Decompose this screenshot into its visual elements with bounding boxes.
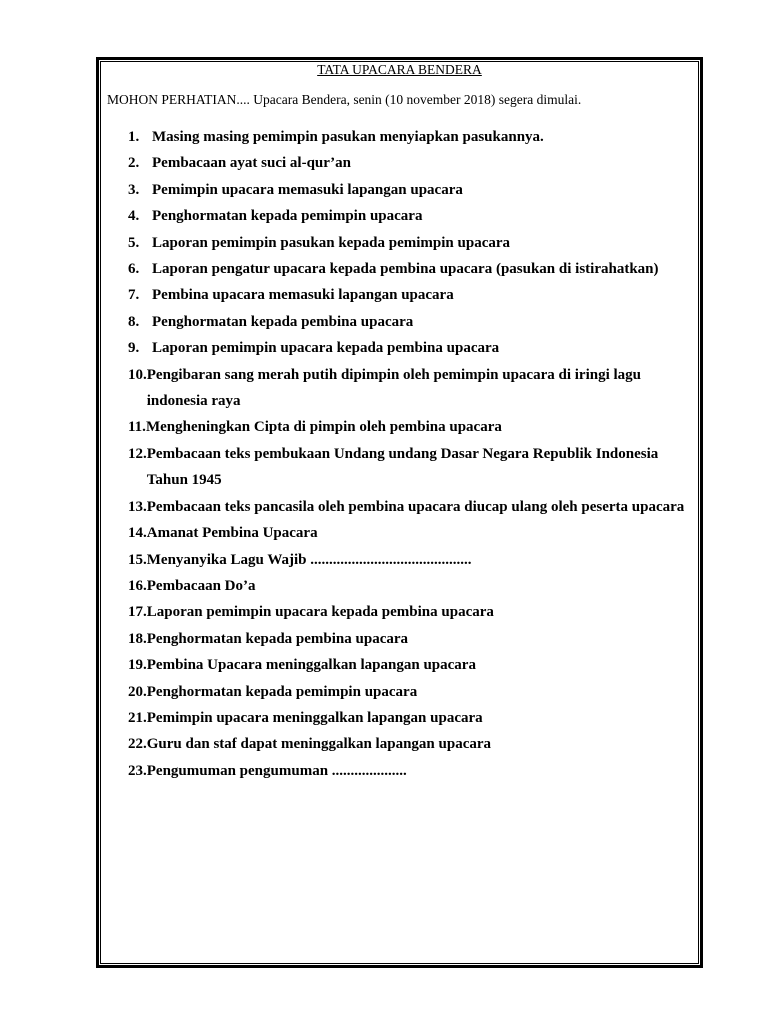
step-text: Pembacaan ayat suci al-qur’an	[152, 155, 352, 172]
step-number: 12.	[128, 445, 147, 462]
step-number: 22.	[128, 736, 147, 753]
step-text: Pengibaran sang merah putih dipimpin oleh pemimpin upacara di iringi lagu indonesia raya	[146, 366, 642, 410]
ceremony-step	[128, 230, 696, 256]
step-text: Laporan pemimpin pasukan kepada pemimpin upacara	[152, 234, 511, 251]
step-number: 11.	[128, 419, 146, 436]
step-number: 3.	[128, 181, 140, 198]
document-title	[100, 62, 699, 78]
ceremony-step	[128, 679, 696, 705]
step-text: Pemimpin upacara meninggalkan lapangan upacara	[146, 709, 483, 726]
step-text: Mengheningkan Cipta di pimpin oleh pembina upacara	[145, 419, 502, 436]
announcement-text: MOHON PERHATIAN.... Upacara Bendera, senin (10 november 2018) segera dimulai.	[107, 92, 582, 107]
ceremony-step	[128, 758, 696, 784]
step-number: 18.	[128, 630, 147, 647]
step-number: 10.	[128, 366, 147, 383]
step-text: Pembina upacara memasuki lapangan upacara	[152, 287, 454, 304]
step-text: Laporan pemimpin upacara kepada pembina upacara	[146, 604, 494, 621]
ceremony-step	[128, 599, 696, 625]
step-text: Guru dan staf dapat meninggalkan lapangan upacara	[146, 736, 492, 753]
ceremony-step	[128, 177, 696, 203]
ceremony-step	[128, 335, 696, 361]
ceremony-step	[128, 203, 696, 229]
ceremony-step	[128, 441, 696, 494]
step-number: 17.	[128, 604, 147, 621]
step-text: Masing masing pemimpin pasukan menyiapkan pasukannya.	[152, 129, 544, 145]
step-number: 9.	[128, 340, 140, 357]
step-text: Penghormatan kepada pembina upacara	[146, 630, 409, 647]
step-text: Menyanyika Lagu Wajib ...........................................	[146, 551, 472, 568]
step-number: 5.	[128, 234, 140, 251]
step-number: 4.	[128, 208, 140, 225]
step-text: Penghormatan kepada pemimpin upacara	[152, 208, 423, 225]
ceremony-step	[128, 573, 696, 599]
step-text: Pemimpin upacara memasuki lapangan upacara	[152, 181, 463, 198]
step-text: Pembacaan teks pembukaan Undang undang Dasar Negara Republik Indonesia Tahun 1945	[146, 445, 659, 489]
step-number: 20.	[128, 683, 147, 700]
step-number: 1.	[128, 129, 140, 145]
step-number: 23.	[128, 762, 147, 779]
step-number: 6.	[128, 261, 140, 278]
step-number: 7.	[128, 287, 140, 304]
ceremony-steps-list	[128, 124, 696, 784]
step-number: 15.	[128, 551, 147, 568]
step-text: Laporan pemimpin upacara kepada pembina upacara	[152, 340, 500, 357]
ceremony-step	[128, 309, 696, 335]
ceremony-step	[128, 150, 696, 176]
step-number: 13.	[128, 498, 147, 515]
step-text: Amanat Pembina Upacara	[146, 525, 318, 542]
ceremony-step	[128, 494, 696, 520]
step-number: 19.	[128, 657, 147, 674]
ceremony-step	[128, 124, 696, 150]
step-number: 8.	[128, 313, 140, 330]
ceremony-step	[128, 362, 696, 415]
step-number: 2.	[128, 155, 140, 172]
step-text: Pembacaan teks pancasila oleh pembina upacara diucap ulang oleh peserta upacara	[146, 498, 685, 515]
ceremony-step	[128, 731, 696, 757]
step-text: Laporan pengatur upacara kepada pembina upacara (pasukan di istirahatkan)	[152, 261, 659, 278]
ceremony-step	[128, 547, 696, 573]
step-number: 14.	[128, 525, 147, 542]
ceremony-step	[128, 520, 696, 546]
ceremony-step	[128, 414, 696, 440]
step-text: Penghormatan kepada pembina upacara	[152, 313, 414, 330]
step-number: 16.	[128, 577, 147, 594]
ceremony-step	[128, 626, 696, 652]
step-text: Pembacaan Do’a	[146, 577, 256, 594]
ceremony-step	[128, 652, 696, 678]
step-text: Pengumuman pengumuman ....................	[146, 762, 407, 779]
ceremony-step	[128, 705, 696, 731]
step-text: Pembina Upacara meninggalkan lapangan upacara	[146, 657, 476, 674]
document-title-text: TATA UPACARA BENDERA	[317, 62, 482, 77]
ceremony-step	[128, 256, 696, 282]
step-text: Penghormatan kepada pemimpin upacara	[146, 683, 418, 700]
ceremony-step	[128, 282, 696, 308]
step-number: 21.	[128, 709, 147, 726]
